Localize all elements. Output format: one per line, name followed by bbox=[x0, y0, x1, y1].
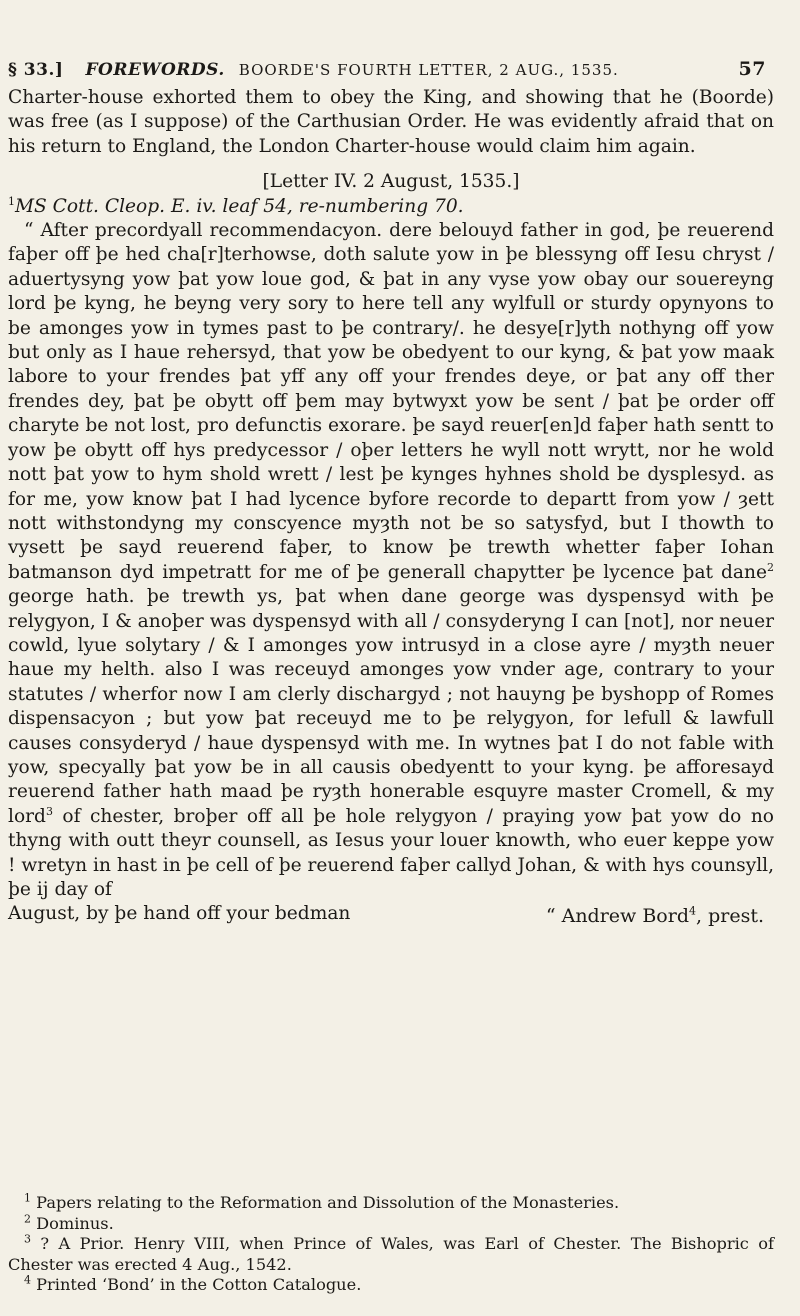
footnotes bbox=[8, 1193, 774, 1296]
footnote-ref-4: 4 bbox=[689, 905, 696, 919]
signature-name: “ Andrew Bord bbox=[545, 905, 689, 928]
footnote-number: 1 bbox=[24, 1191, 31, 1205]
page-number: 57 bbox=[738, 58, 766, 80]
footnote-ref-2: 2 bbox=[767, 560, 774, 574]
letter-body bbox=[8, 219, 774, 902]
signature bbox=[546, 904, 764, 928]
source-footnote-ref: 1 bbox=[8, 194, 15, 208]
footnote-text: ? A Prior. Henry VIII, when Prince of Wales, was Earl of Chester. The Bishopric of Chester was erected 4 Aug., 1542. bbox=[8, 1234, 774, 1274]
source-citation: MS Cott. Cleop. E. iv. leaf 54, re-numbering 70. bbox=[15, 195, 464, 217]
running-subject: BOORDE'S FOURTH LETTER, 2 AUG., 1535. bbox=[238, 61, 619, 79]
footnote-text: Dominus. bbox=[36, 1213, 114, 1233]
footnote-number: 3 bbox=[24, 1232, 31, 1246]
footnote bbox=[8, 1193, 774, 1214]
letter-text-part-1: “ After precordyall recommendacyon. dere belouyd father in god, þe reuerend faþer off þe hed cha[r]terhowse, doth salute yow in þe blessyng off Iesu chryst / aduertysyng yow þat yow loue god, & þat in any vyse yow obay our souereyng lord þe kyng, he beyng very sory to here tell any wylfull or sturdy opynyons to be amonges yow in tymes past to þe contrary/. he desye[r]yth nothyng off yow but only as I haue rehersyd, that yow be obedyent to our kyng, & þat yow maak labore to your frendes þat yff any off your frendes deye, or þat any off ther frendes dey, þat þe obytt off þem may bytwyxt yow be sent / þat þe order off charyte be not lost, pro defunctis exorare. þe sayd reuer[en]d faþer hath sentt to yow þe obytt off hys predycessor / oþer letters he wyll nott wrytt, nor he wold nott þat yow to hym shold wrett / lest þe kynges hyhnes shold be dysplesyd. as for me, yow know þat I had lycence byfore recorde to departt from yow / ȝett nott withstondyng my conscyence myȝth not be so satysfyd, but I thowth to vysett þe sayd reuerend faþer, to know þe trewth whetter faþer Iohan batmanson dyd impetratt for me of þe generall chapytter þe lycence þat dane bbox=[8, 220, 774, 583]
letter-closing bbox=[8, 902, 774, 926]
footnote-text: Papers relating to the Reformation and Dissolution of the Monasteries. bbox=[36, 1193, 620, 1212]
footnote bbox=[8, 1275, 774, 1296]
footnote bbox=[8, 1214, 774, 1235]
footnote-ref-3: 3 bbox=[45, 804, 53, 818]
letter-heading: [Letter IV. 2 August, 1535.] bbox=[262, 171, 520, 193]
footnote-text: Printed ‘Bond’ in the Cotton Catalogue. bbox=[36, 1275, 362, 1294]
letter-text-part-2: george hath. þe trewth ys, þat when dane george was dyspensyd with þe relygyon, I & anoþer was dyspensyd with all / consyderyng I can [not], nor neuer cowld, lyue solytary / & I amonges yow intrusyd in a close ayre / myȝth neuer haue my helth. also I was receuyd amonges yow vnder age, contrary to your statutes / wherfor now I am clerly dischargyd ; not hauyng þe byshopp of Romes dispensacyon ; but yow þat receuyd me to þe relygyon, for lefull & lawfull causes consyderyd / haue dyspensyd with me. In wytnes þat I do not fable with yow, specyally þat yow be in all causis obedyentt to your kyng. þe afforesayd reuerend father hath maad þe ryȝth honerable esquyre master Cromell, & my lord bbox=[8, 586, 774, 827]
footnote-number: 2 bbox=[24, 1212, 31, 1226]
letter-text-part-3: of chester, broþer off all þe hole relygyon / praying yow þat yow do no thyng with outt theyr counsell, as Iesus your louer knowth, who euer keppe yow ! wretyn in hast in þe cell of þe reuerend faþer callyd Johan, & with hys counsyll, þe ij day of bbox=[8, 805, 775, 900]
short-title: FOREWORDS. bbox=[85, 60, 225, 80]
footnote bbox=[8, 1234, 774, 1275]
closing-line: August, by þe hand off your bedman bbox=[8, 903, 351, 925]
section-number: § 33.] bbox=[8, 60, 64, 80]
main-text bbox=[8, 86, 774, 926]
manuscript-source bbox=[8, 195, 774, 219]
intro-paragraph: Charter-house exhorted them to obey the King, and showing that he (Boorde) was free (as I suppose) of the Carthusian Order. He was evidently afraid that on his return to England, the London Charter-house would claim him again. bbox=[8, 87, 774, 157]
running-head bbox=[8, 58, 766, 80]
signature-suffix: , prest. bbox=[696, 905, 764, 928]
footnote-number: 4 bbox=[24, 1273, 31, 1287]
